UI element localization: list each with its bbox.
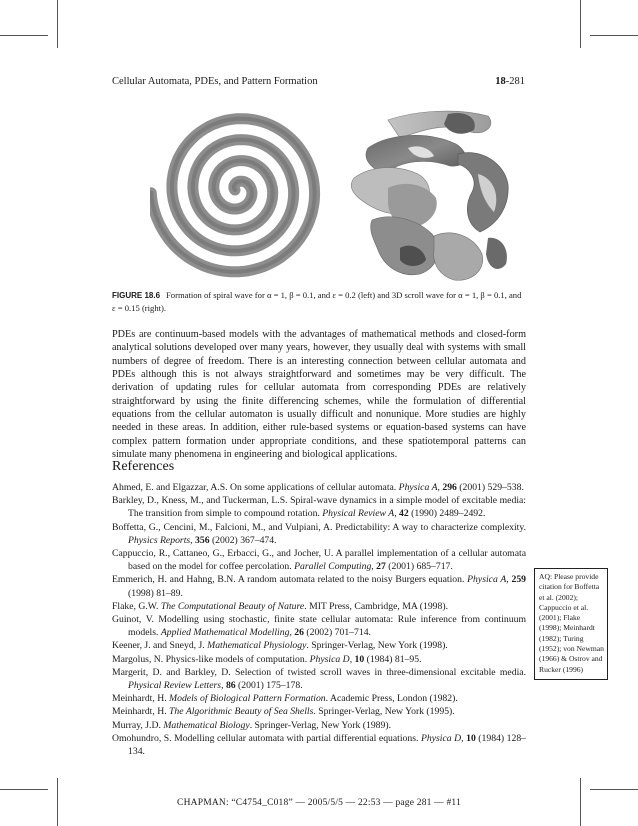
reference-pre: Margolus, N. Physics-like models of computation. bbox=[112, 653, 310, 665]
reference-post: (1984) 128–134. bbox=[128, 732, 527, 758]
reference-pre: Omohundro, S. Modelling cellular automata with partial differential equations. bbox=[112, 732, 421, 744]
reference-mid: . Springer-Verlag, New York (1998). bbox=[306, 640, 448, 652]
reference-item bbox=[112, 521, 526, 547]
reference-pre: Emmerich, H. and Hahng, B.N. A random automata related to the noisy Burgers equation. bbox=[112, 574, 468, 586]
reference-vol: 296 bbox=[442, 482, 457, 493]
reference-mid: . Springer-Verlag, New York (1995). bbox=[313, 706, 455, 718]
reference-mid: , bbox=[394, 508, 400, 520]
reference-mid: . MIT Press, Cambridge, MA (1998). bbox=[304, 600, 449, 612]
reference-journal: Parallel Computing bbox=[294, 561, 372, 573]
page-footer: CHAPMAN: “C4754_C018” — 2005/5/5 — 22:53 — page 281 — #11 bbox=[177, 798, 461, 808]
reference-mid: , bbox=[461, 732, 467, 744]
reference-journal: Physical Review A bbox=[322, 508, 395, 520]
figure-18-6 bbox=[150, 108, 530, 284]
body-paragraph: PDEs are continuum-based models with the advantages of mathematical methods and closed-form analytical solutions developed over many years, however, they usually deal with systems with small numbers of degree of freedom. There is an interesting connection between cellular automata and PDEs although this is not always straightforward and sometimes may be very difficult. The derivation of updating rules for cellular automata from corresponding PDEs are relatively straightforward by using the finite differencing schemes, while the formulation of differential equations from the cellular automaton is usually difficult and nonunique. More studies are highly needed in these areas. In addition, either rule-based systems or equation-based systems can have complex pattern formation under appropriate conditions, and these spatiotemporal patterns can simulate many phenomena in engineering and biological applications. bbox=[112, 329, 526, 461]
reference-mid: , bbox=[437, 482, 443, 493]
reference-journal: Physica D bbox=[420, 732, 462, 744]
reference-mid: , bbox=[349, 653, 355, 665]
reference-post: (2002) 367–474. bbox=[209, 534, 277, 546]
reference-pre: Guinot, V. Modelling using stochastic, finite state cellular automata: Rule inference from continuum models. bbox=[112, 614, 526, 639]
spiral-wave-image bbox=[150, 108, 320, 278]
crop-mark-bottom-left-h bbox=[0, 789, 48, 790]
running-head-title: Cellular Automata, PDEs, and Pattern Formation bbox=[112, 76, 318, 87]
reference-vol: 259 bbox=[511, 574, 526, 586]
reference-journal: The Algorithmic Beauty of Sea Shells bbox=[169, 706, 314, 718]
reference-journal: Physica A bbox=[467, 574, 507, 586]
reference-item bbox=[112, 600, 526, 613]
figure-images bbox=[150, 108, 530, 284]
reference-journal: Mathematical Biology bbox=[163, 719, 250, 731]
reference-item bbox=[112, 547, 526, 573]
crop-mark-bottom-right-h bbox=[590, 789, 638, 790]
reference-mid: , bbox=[221, 680, 226, 692]
reference-mid: , bbox=[289, 627, 295, 639]
reference-journal: Physica D bbox=[309, 653, 350, 665]
reference-item bbox=[112, 494, 526, 520]
reference-pre: Barkley, D., Kness, M., and Tuckerman, L.S. Spiral-wave dynamics in a simple model of excitable media: The transition from simple to compound rotation. bbox=[112, 495, 526, 520]
page-number: 18-281 bbox=[495, 76, 525, 87]
figure-label: FIGURE 18.6 bbox=[112, 291, 161, 300]
reference-item bbox=[112, 692, 526, 705]
reference-pre: Flake, G.W. bbox=[112, 600, 161, 612]
reference-vol: 356 bbox=[195, 534, 210, 546]
reference-vol: 86 bbox=[225, 680, 236, 692]
reference-vol: 26 bbox=[294, 627, 304, 639]
crop-mark-top-right-v bbox=[580, 0, 581, 48]
reference-post: (2001) 175–178. bbox=[235, 680, 303, 692]
reference-journal: Physical Review Letters bbox=[128, 680, 222, 692]
crop-mark-top-left-h bbox=[0, 35, 48, 36]
reference-vol: 42 bbox=[399, 508, 409, 520]
reference-post: (2001) 529–538. bbox=[456, 482, 524, 493]
reference-pre: Boffetta, G., Cencini, M., Falcioni, M., and Vulpiani, A. Predictability: A way to characterize complexity. bbox=[112, 521, 526, 533]
reference-post: (1998) 81–89. bbox=[128, 587, 183, 599]
reference-pre: Cappuccio, R., Cattaneo, G., Erbacci, G., and Jocher, U. A parallel implementation of a cellular automata based on the model for coffee percolation. bbox=[112, 548, 526, 573]
reference-pre: Meinhardt, H. bbox=[112, 706, 170, 718]
reference-journal: Physics Reports bbox=[128, 534, 191, 546]
figure-caption-text: Formation of spiral wave for α = 1, β = 0.1, and ε = 0.2 (left) and 3D scroll wave for α = 1, β = 0.1, and ε = 0.15 (right). bbox=[112, 290, 522, 313]
reference-mid: , bbox=[190, 534, 195, 546]
references-heading: References bbox=[112, 459, 175, 474]
reference-post: (2002) 701–714. bbox=[303, 627, 371, 639]
reference-list bbox=[112, 481, 526, 758]
reference-mid: , bbox=[371, 561, 377, 573]
reference-mid: . Springer-Verlag, New York (1989). bbox=[249, 719, 392, 731]
reference-item bbox=[112, 481, 526, 494]
reference-mid: . Academic Press, London (1982). bbox=[325, 693, 458, 705]
reference-pre: Meinhardt, H. bbox=[112, 693, 170, 705]
reference-item bbox=[112, 653, 526, 666]
reference-post: (1990) 2489–2492. bbox=[408, 508, 486, 520]
reference-pre: Murray, J.D. bbox=[112, 719, 164, 731]
reference-vol: 27 bbox=[376, 561, 386, 573]
crop-mark-top-left-v bbox=[57, 0, 58, 48]
reference-post: (2001) 685–717. bbox=[385, 561, 453, 573]
reference-pre: Keener, J. and Sneyd, J. bbox=[112, 640, 208, 652]
reference-item bbox=[112, 639, 526, 652]
crop-mark-top-right-h bbox=[590, 35, 638, 36]
reference-journal: Models of Biological Pattern Formation bbox=[169, 693, 326, 705]
reference-item bbox=[112, 732, 526, 758]
reference-vol: 10 bbox=[354, 653, 365, 665]
reference-mid: , bbox=[506, 574, 512, 586]
reference-pre: Ahmed, E. and Elgazzar, A.S. On some applications of cellular automata. bbox=[112, 482, 399, 493]
reference-item bbox=[112, 613, 526, 639]
figure-caption bbox=[112, 289, 526, 315]
reference-vol: 10 bbox=[466, 732, 476, 744]
reference-item bbox=[112, 573, 526, 599]
reference-post: (1984) 81–95. bbox=[364, 653, 422, 665]
reference-journal: Applied Mathematical Modelling bbox=[160, 627, 290, 639]
reference-item bbox=[112, 719, 526, 732]
reference-item bbox=[112, 705, 526, 718]
author-query-box: AQ: Please provide citation for Boffetta et al. (2002); Cappuccio et al. (2001); Flake (1998); Meinhardt (1982); Turing (1952); von Newman (1966) & Ostrov and Rucker (1996) bbox=[534, 568, 608, 680]
reference-journal: The Computational Beauty of Nature bbox=[160, 600, 305, 612]
reference-journal: Mathematical Physiology bbox=[207, 640, 307, 652]
running-head bbox=[112, 76, 525, 87]
reference-journal: Physica A bbox=[398, 482, 438, 493]
scroll-wave-image bbox=[351, 111, 508, 280]
reference-pre: Margerit, D. and Barkley, D. Selection of twisted scroll waves in three-dimensional excitable media. bbox=[112, 666, 526, 678]
reference-item bbox=[112, 666, 526, 692]
